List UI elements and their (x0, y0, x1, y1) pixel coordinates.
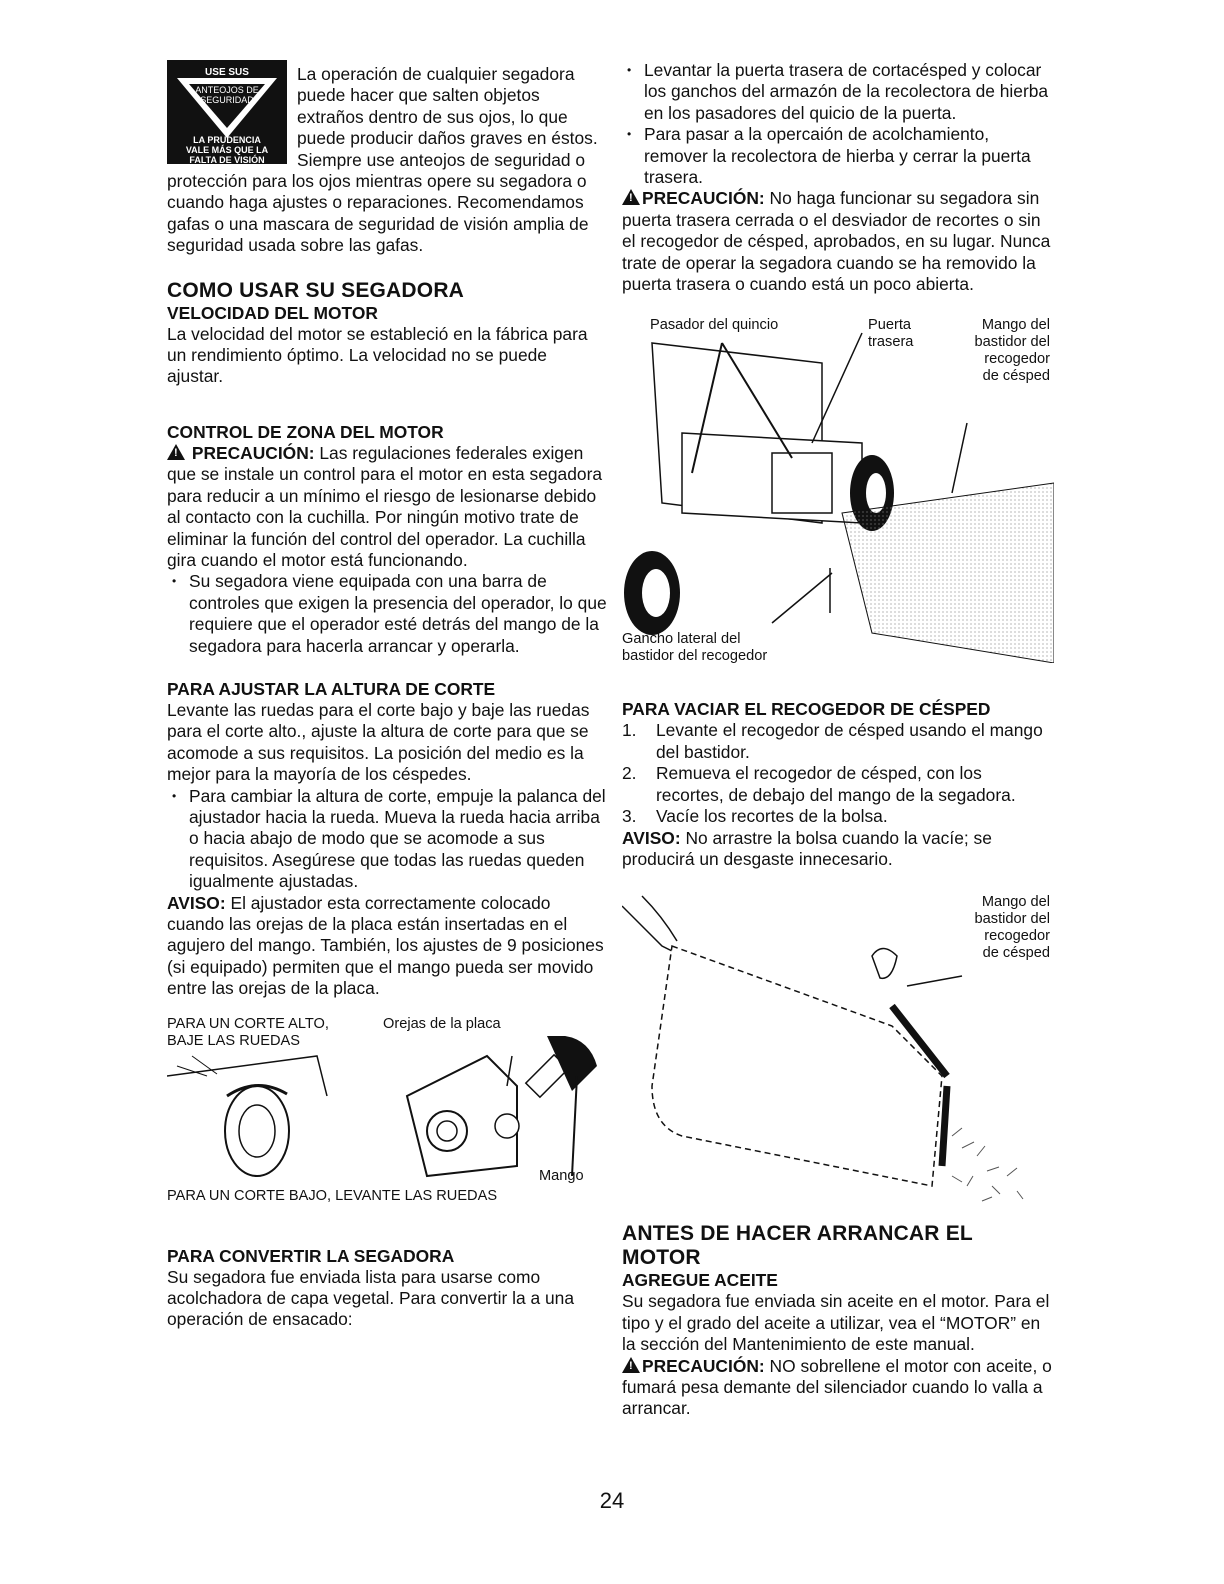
convertir-paragraph: Su segadora fue enviada lista para usarse como acolchadora de capa vegetal. Para convertir la a una operación de ensacado: (167, 1266, 575, 1330)
precaucion2-text: NO sobrellene el motor con aceite, o fumará pesa demante del silenciador cuando lo valla a arrancar. (622, 1355, 1052, 1419)
fig2-mango-label-4: de césped (982, 945, 1050, 962)
badge-line5: FALTA DE VISIÓN (189, 155, 265, 165)
grass-catcher-attach-figure (622, 303, 1054, 663)
list-item: • Levantar la puerta trasera de cortacésped y colocar los ganchos del armazón de la recolectora de hierba en los pasadores del quicio de la puerta. (622, 60, 1054, 124)
cutting-height-figure (167, 1016, 607, 1206)
fig2-mango-label-2: bastidor del (974, 911, 1050, 928)
fig1-mango-label-4: de césped (982, 368, 1050, 385)
badge-line4: VALE MÁS QUE LA (185, 145, 269, 155)
fig-bajo-label: PARA UN CORTE BAJO, LEVANTE LAS RUEDAS (167, 1187, 498, 1204)
precaucion-label: PRECAUCIÓN: (642, 188, 765, 209)
aviso-paragraph (622, 828, 1054, 871)
fig-orejas-label: Orejas de la placa (383, 1015, 501, 1032)
aviso-text: El ajustador esta correctamente colocado cuando las orejas de la placa están insertadas en el agujero del mango. También, los ajustes de 9 posiciones (si equipado) permiten que el mango pueda ser movido entre las orejas de la placa. (167, 892, 604, 999)
left-column (167, 60, 607, 1331)
warning-triangle-icon (622, 189, 640, 205)
precaucion-label: PRECAUCIÓN: (191, 442, 315, 463)
safety-glasses-badge (167, 60, 287, 164)
control-text: Las regulaciones federales exigen que se instale un control para el motor en esta segadora para reducir a un mínimo el riesgo de lesionarse debido al contacto con la cuchilla. Por ningún motivo trate de eliminar la función del control del operador. La cuchilla gira cuando el motor está funcionando. (167, 442, 603, 570)
badge-line3: LA PRUDENCIA (193, 135, 261, 145)
fig1-puerta-label-2: trasera (868, 334, 914, 351)
aviso-text: No arrastre la bolsa cuando la vacíe; se producirá un desgaste innecesario. (622, 827, 992, 869)
fig2-mango-label-3: recogedor (984, 928, 1050, 945)
fig1-puerta-label-1: Puerta (868, 317, 911, 334)
aviso-label: AVISO: (167, 892, 226, 913)
heading-convertir: PARA CONVERTIR LA SEGADORA (167, 1245, 455, 1266)
fig1-mango-label-3: recogedor (984, 351, 1050, 368)
fig1-gancho-label-2: bastidor del recogedor (622, 648, 768, 665)
heading-altura: PARA AJUSTAR LA ALTURA DE CORTE (167, 678, 496, 699)
warning-triangle-icon (167, 444, 185, 460)
list-item: 3. Vacíe los recortes de la bolsa. (622, 806, 888, 827)
page-number: 24 (599, 1488, 625, 1513)
precaucion-paragraph-2 (622, 1356, 1054, 1420)
badge-line2: SEGURIDAD (200, 95, 254, 105)
convert-bullets (622, 60, 1054, 188)
list-item: 2. Remueva el recogedor de césped, con los recortes, de debajo del mango de la segadora. (622, 763, 1016, 805)
precaucion-paragraph-1 (622, 188, 1054, 295)
aviso-label: AVISO: (622, 827, 681, 848)
badge-top: USE SUS (205, 67, 249, 78)
heading-aceite: AGREGUE ACEITE (622, 1270, 778, 1291)
list-item: • Para pasar a la opercaión de acolchamiento, remover la recolectora de hierba y cerrar la puerta trasera. (622, 124, 1054, 188)
fig1-gancho-label-1: Gancho lateral del (622, 631, 741, 648)
control-bullets (167, 571, 607, 657)
list-item: 1. Levante el recogedor de césped usando el mango del bastidor. (622, 720, 1043, 762)
aceite-paragraph: Su segadora fue enviada sin aceite en el motor. Para el tipo y el grado del aceite a utilizar, vea el “MOTOR” en la sección del Mantenimiento de este manual. (622, 1291, 1050, 1355)
altura-paragraph: Levante las ruedas para el corte bajo y baje las ruedas para el corte alto., ajuste la altura de corte para que se acomode a sus requisitos. La posición del medio es la mejor para la mayoría de los céspedes. (167, 699, 590, 785)
badge-line1: ANTEOJOS DE (195, 85, 259, 95)
right-column (622, 60, 1054, 1420)
fig1-mango-label-2: bastidor del (974, 334, 1050, 351)
fig2-mango-label-1: Mango del (981, 894, 1050, 911)
fig-alto-label-1: PARA UN CORTE ALTO, (167, 1015, 329, 1032)
warning-triangle-icon (622, 1357, 640, 1373)
altura-bullets (167, 786, 607, 893)
wheel-adjuster-illustration (167, 1036, 607, 1186)
aviso-paragraph (167, 893, 607, 1000)
list-item: • Su segadora viene equipada con una barra de controles que exigen la presencia del operador, lo que requiere que el operador esté detrás del mango de la segadora para hacerla arrancar y operarla. (167, 571, 607, 657)
fig1-pasador-label: Pasador del quincio (650, 317, 779, 334)
precaucion-text: No haga funcionar su segadora sin puerta trasera cerrada o el desviador de recortes o sin el recogedor de césped, aprobados, en su lugar. Nunca trate de operar la segadora cuando se ha removido la puerta trasera o cuando está un poco abierta. (622, 188, 1051, 295)
heading-antes: ANTES DE HACER ARRANCAR EL MOTOR (622, 1222, 973, 1270)
list-item: • Para cambiar la altura de corte, empuje la palanca del ajustador hacia la rueda. Mueva la rueda hacia arriba o hacia abajo de modo que se acomode a sus requisitos. Asegúrese que todas las ruedas queden igualmente ajustadas. (167, 786, 607, 893)
vaciar-steps (622, 720, 1054, 827)
heading-control-zona: CONTROL DE ZONA DEL MOTOR (167, 421, 444, 442)
fig-alto-label-2: BAJE LAS RUEDAS (167, 1032, 301, 1049)
heading-como-usar: COMO USAR SU SEGADORA (167, 278, 465, 302)
heading-vaciar: PARA VACIAR EL RECOGEDOR DE CÉSPED (622, 699, 991, 720)
control-paragraph (167, 443, 607, 571)
fig1-mango-label-1: Mango del (981, 317, 1050, 334)
velocidad-paragraph: La velocidad del motor se estableció en la fábrica para un rendimiento óptimo. La velocidad no se puede ajustar. (167, 323, 588, 387)
empty-catcher-figure (622, 886, 1054, 1216)
intro-paragraph: La operación de cualquier segadora puede hacer que salten objetos extraños dentro de sus ojos, lo que puede producir daños graves en éstos. Siempre use anteojos de seguridad o protección para los ojos mientras opere su segadora o cuando haga ajustes o reparaciones. Recomendamos gafas o una mascara de seguridad de visión amplia de seguridad usada sobre las gafas. (167, 64, 598, 256)
fig-mango-label: Mango (539, 1167, 584, 1184)
heading-velocidad: VELOCIDAD DEL MOTOR (167, 302, 378, 323)
precaucion-label: PRECAUCIÓN: (642, 1355, 765, 1376)
